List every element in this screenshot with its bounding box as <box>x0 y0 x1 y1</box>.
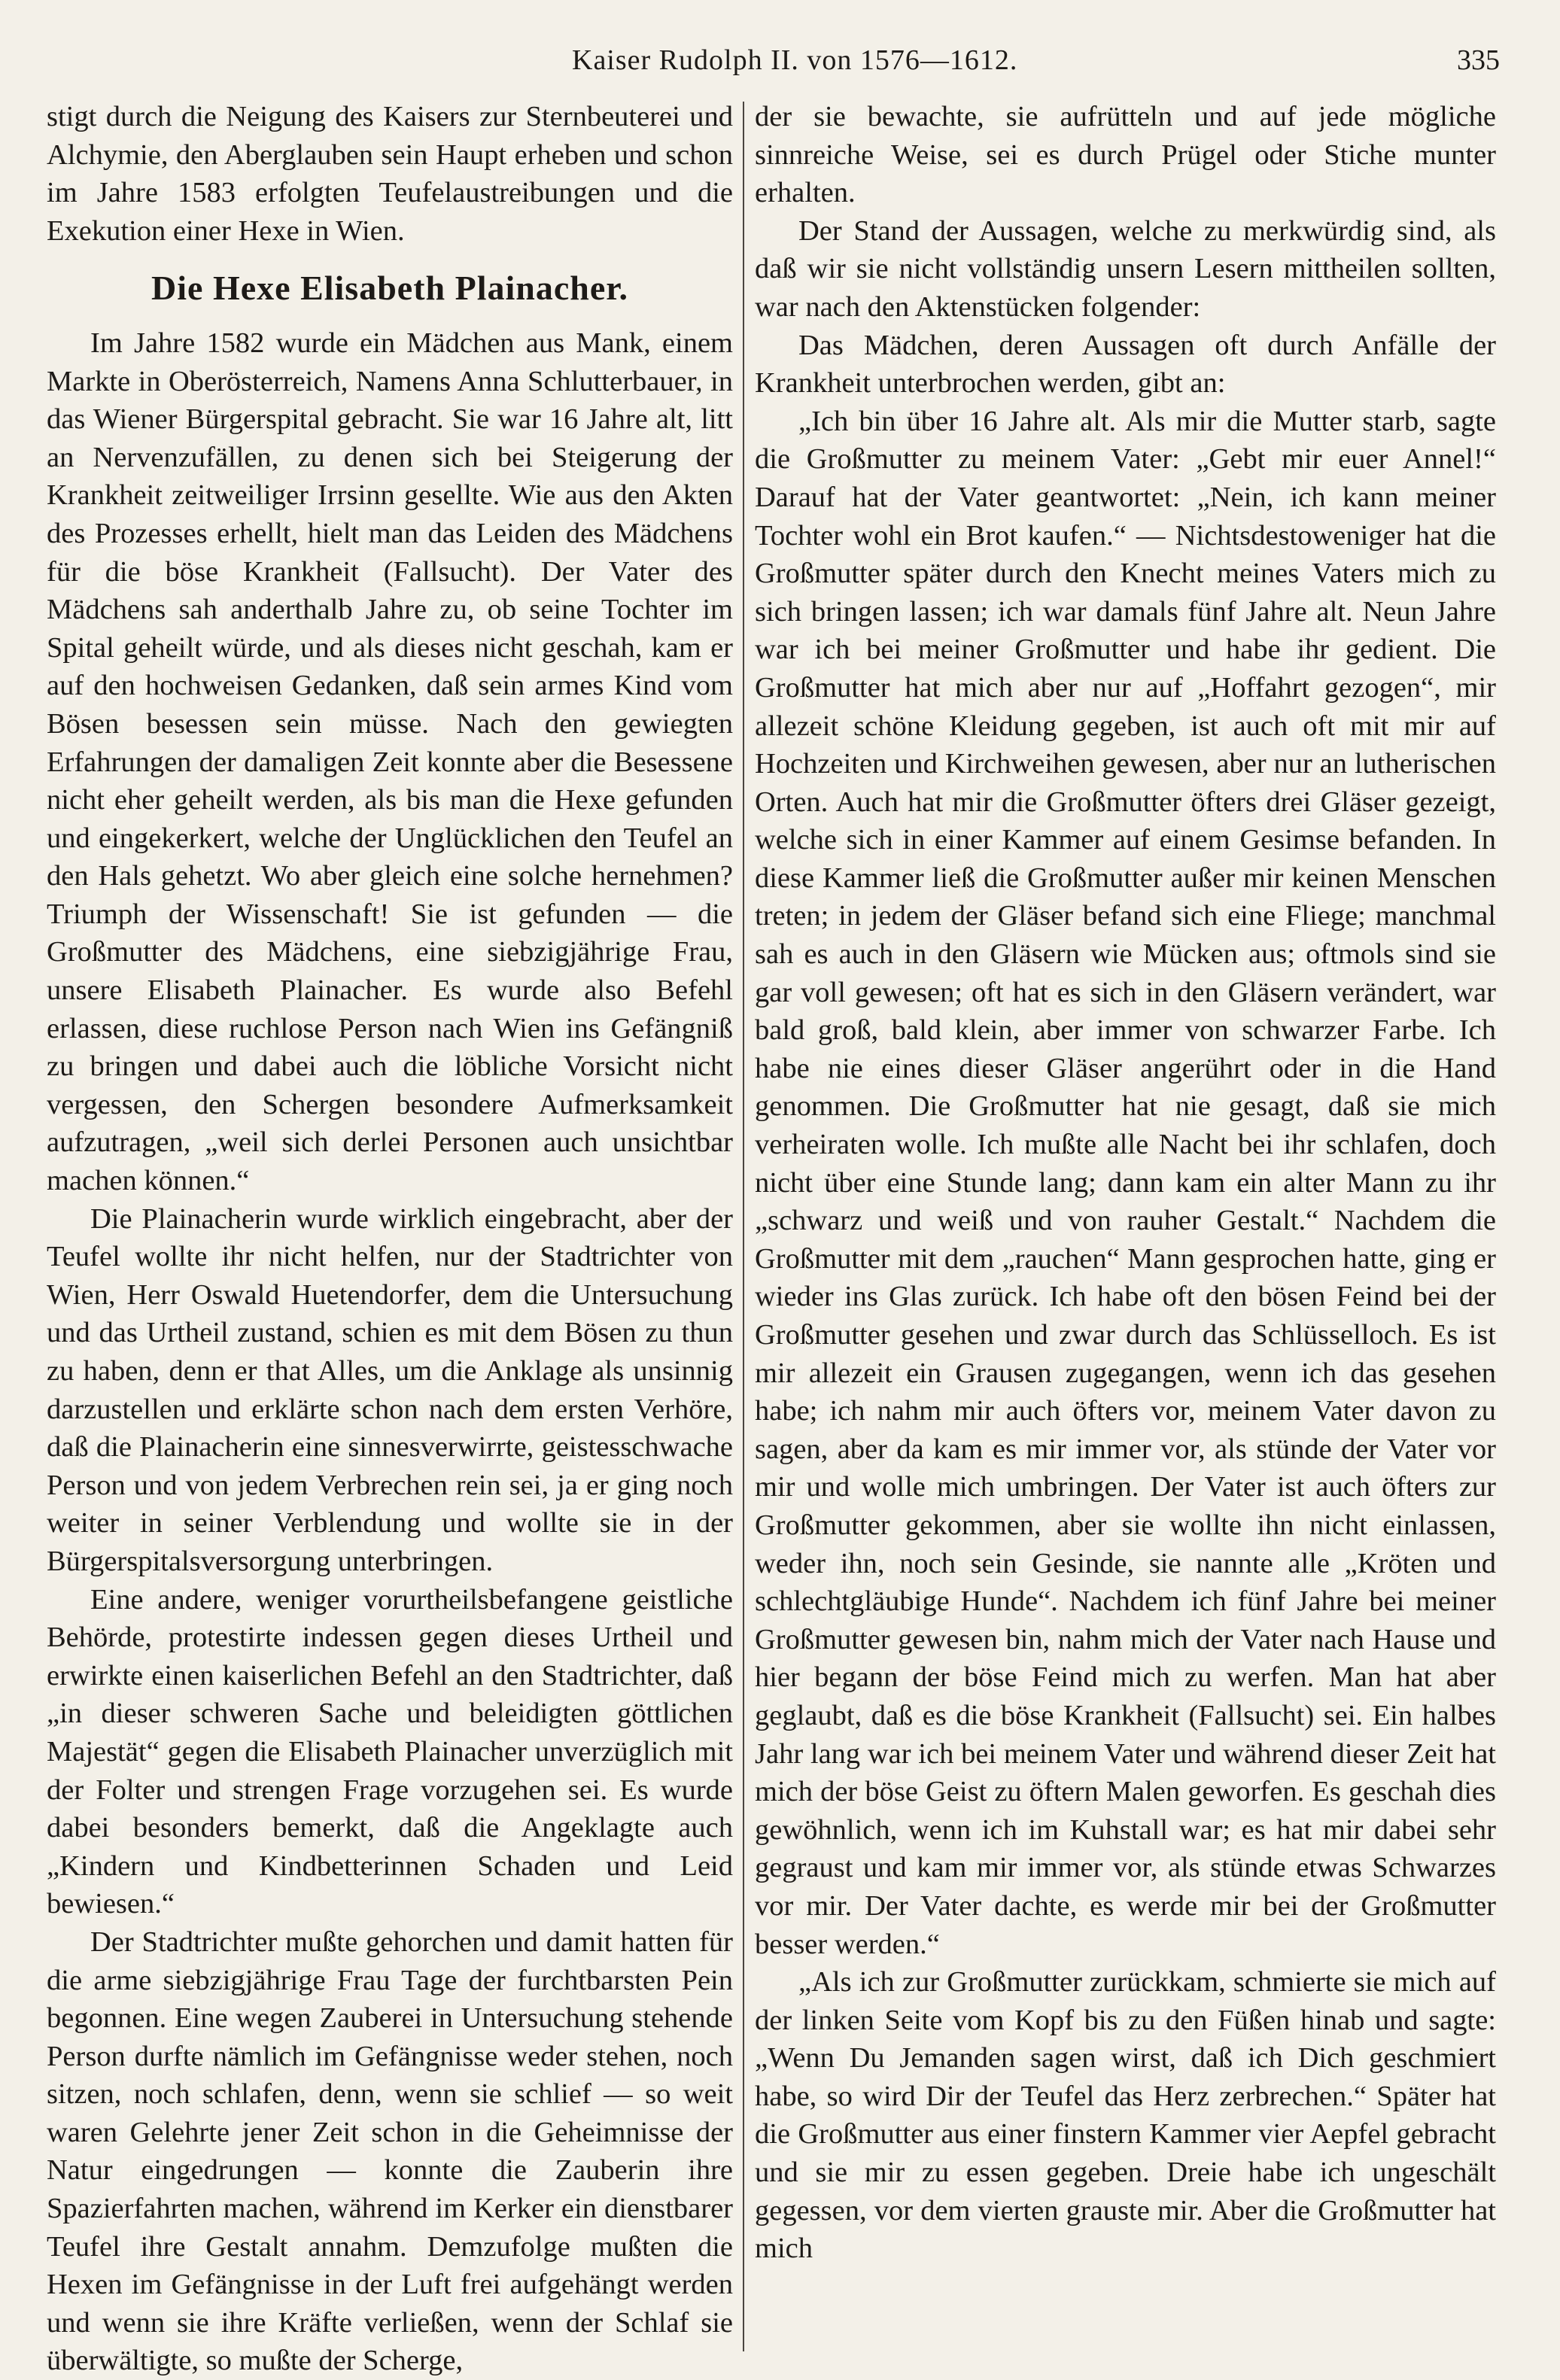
left-column <box>47 98 733 2380</box>
paragraph: „Ich bin über 16 Jahre alt. Als mir die Mutter starb, sagte die Großmutter zu meinem Vater: „Gebt mir euer Annel!“ Darauf hat der Vater geantwortet: „Nein, ich kann meiner Tochter wohl ein Brot kaufen.“ — Nichtsdestoweniger hat die Großmutter später durch den Knecht meines Vaters mich zu sich bringen lassen; ich war damals fünf Jahre alt. Neun Jahre war ich bei meiner Großmutter und habe ihr gedient. Die Großmutter hat mich aber nur auf „Hoffahrt gezogen“, mir allezeit schöne Kleidung gegeben, ist auch oft mit mir auf Hochzeiten und Kirchweihen gewesen, aber nur an lutherischen Orten. Auch hat mir die Großmutter öfters drei Gläser gezeigt, welche sich in einer Kammer auf einem Gesimse befanden. In diese Kammer ließ die Großmutter außer mir keinen Menschen treten; in jedem der Gläser befand sich eine Fliege; manchmal sah es auch in den Gläsern wie Mücken aus; oftmols sind sie gar voll gewesen; oft hat es sich in den Gläsern verändert, war bald groß, bald klein, aber immer von schwarzer Farbe. Ich habe nie eines dieser Gläser angerührt oder in die Hand genommen. Die Großmutter hat nie gesagt, daß sie mich verheiraten wolle. Ich mußte alle Nacht bei ihr schlafen, doch nicht über eine Stunde lang; dann kam ein alter Mann zu ihr „schwarz und weiß und von rauher Gestalt.“ Nachdem die Großmutter mit dem „rauchen“ Mann gesprochen hatte, ging er wieder ins Glas zurück. Ich habe oft den bösen Feind bei der Großmutter gesehen und zwar durch das Schlüsselloch. Es ist mir allezeit ein Grausen zugegangen, wenn ich das gesehen habe; ich nahm mir auch öfters vor, meinem Vater davon zu sagen, aber da kam es mir immer vor, als stünde der Vater vor mir und wolle mich umbringen. Der Vater ist auch öfters zur Großmutter gekommen, aber sie wollte ihn nicht einlassen, weder ihn, noch sein Gesinde, sie nannte alle „Kröten und schlechtgläubige Hunde“. Nachdem ich fünf Jahre bei meiner Großmutter gewesen bin, nahm mich der Vater nach Hause und hier begann der böse Feind mich zu werfen. Man hat aber geglaubt, daß es die böse Krankheit (Fallsucht) sei. Ein halbes Jahr lang war ich bei meinem Vater und während dieser Zeit hat mich der böse Geist zu öftern Malen geworfen. Es geschah dies gewöhnlich, wenn ich im Kuhstall war; es hat mir dabei sehr gegraust und kam mir immer vor, als stünde etwas Schwarzes vor mir. Der Vater dachte, es werde mir bei der Großmutter besser werden.“ <box>755 405 1496 1960</box>
section-heading: Die Hexe Elisabeth Plainacher. <box>151 269 628 308</box>
running-title: Kaiser Rudolph II. von 1576—1612. <box>572 44 1018 76</box>
page-number: 335 <box>1457 44 1500 76</box>
paragraph: „Als ich zur Großmutter zurückkam, schmierte sie mich auf der linken Seite vom Kopf bis zu den Füßen hinab und sagte: „Wenn Du Jemanden sagen wirst, daß ich Dich geschmiert habe, so wird Dir der Teufel das Herz zerbrechen.“ Später hat die Großmutter aus einer finstern Kammer vier Aepfel gebracht und sie mir zu essen gegeben. Dreie habe ich ungeschält gegessen, vor dem vierten grauste mir. Aber die Großmutter hat mich <box>755 1966 1496 2265</box>
continuation-paragraph: der sie bewachte, sie aufrütteln und auf jede mögliche sinnreiche Weise, sei es durch Prügel oder Stiche munter erhalten. <box>755 101 1496 209</box>
paragraph: Die Plainacherin wurde wirklich eingebracht, aber der Teufel wollte ihr nicht helfen, nur der Stadtrichter von Wien, Herr Oswald Huetendorfer, dem die Untersuchung und das Urtheil zustand, schien es mit dem Bösen zu thun zu haben, denn er that Alles, um die Anklage als unsinnig darzustellen und erklärte schon nach dem ersten Verhöre, daß die Plainacherin eine sinnesverwirrte, geistesschwache Person und von jedem Verbrechen rein sei, ja er ging noch weiter in seiner Verblendung und wollte sie in der Bürgerspitalsversorgung unterbringen. <box>47 1202 733 1577</box>
paragraph: Im Jahre 1582 wurde ein Mädchen aus Mank, einem Markte in Oberösterreich, Namens Anna Schlutterbauer, in das Wiener Bürgerspital gebracht. Sie war 16 Jahre alt, litt an Nervenzufällen, zu denen sich bei Steigerung der Krankheit zeitweiliger Irrsinn gesellte. Wie aus den Akten des Prozesses erhellt, hielt man das Leiden des Mädchens für die böse Krankheit (Fallsucht). Der Vater des Mädchens sah anderthalb Jahre zu, ob seine Tochter im Spital geheilt würde, und als dieses nicht geschah, kam er auf den hochweisen Gedanken, daß sein armes Kind vom Bösen besessen sein müsse. Nach den gewiegten Erfahrungen der damaligen Zeit konnte aber die Besessene nicht eher geheilt werden, als bis man die Hexe gefunden und eingekerkert, welche der Unglücklichen den Teufel an den Hals gehetzt. Wo aber gleich eine solche hernehmen? Triumph der Wissenschaft! Sie ist gefunden — die Großmutter des Mädchens, eine siebzigjährige Frau, unsere Elisabeth Plainacher. Es wurde also Befehl erlassen, diese ruchlose Person nach Wien ins Gefängniß zu bringen und dabei auch die löbliche Vorsicht nicht vergessen, den Schergen besondere Aufmerksamkeit aufzutragen, „weil sich derlei Personen auch unsichtbar machen können.“ <box>47 327 733 1197</box>
paragraph: Der Stand der Aussagen, welche zu merkwürdig sind, als daß wir sie nicht vollständig unsern Lesern mittheilen sollten, war nach den Aktenstücken folgender: <box>755 214 1496 323</box>
column-divider <box>743 102 744 2351</box>
intro-paragraph: stigt durch die Neigung des Kaisers zur Sternbeuterei und Alchymie, den Aberglauben sein Haupt erheben und schon im Jahre 1583 erfolgten Teufelaustreibungen und die Exekution einer Hexe in Wien. <box>47 101 733 247</box>
right-column <box>755 98 1496 2268</box>
page-header <box>0 44 1560 81</box>
paragraph: Das Mädchen, deren Aussagen oft durch Anfälle der Krankheit unterbrochen werden, gibt an: <box>755 329 1496 400</box>
paragraph: Eine andere, weniger vorurtheilsbefangene geistliche Behörde, protestirte indessen gegen dieses Urtheil und erwirkte einen kaiserlichen Befehl an den Stadtrichter, daß „in dieser schweren Sache und beleidigten göttlichen Majestät“ gegen die Elisabeth Plainacher unverzüglich mit der Folter und strengen Frage vorzugehen sei. Es wurde dabei besonders bemerkt, daß die Angeklagte auch „Kindern und Kindbetterinnen Schaden und Leid bewiesen.“ <box>47 1583 733 1920</box>
paragraph: Der Stadtrichter mußte gehorchen und damit hatten für die arme siebzigjährige Frau Tage der furchtbarsten Pein begonnen. Eine wegen Zauberei in Untersuchung stehende Person durfte nämlich im Gefängnisse weder stehen, noch sitzen, noch schlafen, denn, wenn sie schlief — so weit waren Gelehrte jener Zeit schon in die Geheimnisse der Natur eingedrungen — konnte die Zauberin ihre Spazierfahrten machen, während im Kerker ein dienstbarer Teufel ihre Gestalt annahm. Demzufolge mußten die Hexen im Gefängnisse in der Luft frei aufgehängt werden und wenn sie ihre Kräfte verließen, wenn der Schlaf sie überwältigte, so mußte der Scherge, <box>47 1926 733 2377</box>
